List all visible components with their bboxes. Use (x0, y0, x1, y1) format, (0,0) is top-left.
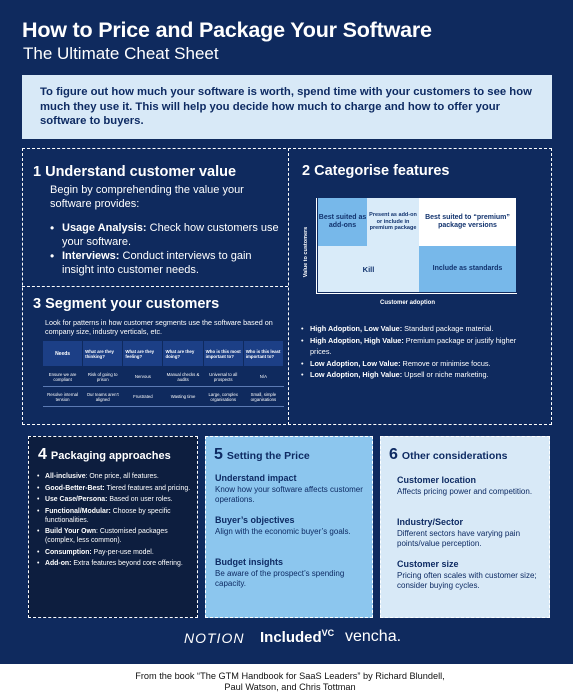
section-title-text: Packaging approaches (50, 450, 171, 462)
section-title-text: Other considerations (401, 450, 508, 462)
section6-text: Different sectors have varying pain points/value perception. (397, 529, 521, 548)
section3-body: Look for patterns in how customer segments use the software based on company size, industry verticals, etc. (45, 318, 273, 336)
section1-body: Begin by comprehending the value your software provides: (50, 184, 244, 210)
section5-text: Align with the economic buyer’s goals. (215, 527, 351, 536)
panel-vertical-divider (288, 148, 289, 425)
table-header: What are they feeling? (123, 341, 163, 367)
list-item (37, 495, 195, 504)
bullet-label: Low Adoption, Low Value: (310, 358, 401, 368)
table-header: What are they doing? (163, 341, 203, 367)
table-row (43, 367, 284, 387)
bullet-text: : Customised packages (complex, less common). (45, 528, 168, 544)
notion-logo: NOTION (184, 630, 245, 646)
table-cell: N/A (243, 367, 283, 387)
included-logo-sup: VC (321, 628, 335, 638)
section6-text: Affects pricing power and competition. (397, 487, 533, 496)
table-cell: Frustrated (123, 387, 163, 407)
list-item (50, 250, 280, 277)
list-item (301, 323, 537, 335)
bullet-label: Good-Better-Best: (45, 484, 105, 492)
list-item (37, 507, 195, 525)
section-number: 6 (389, 446, 398, 463)
bullet-text: Remove or minimise focus. (400, 358, 491, 368)
vencha-logo: vencha. (345, 628, 402, 645)
section6-heading: Customer location (397, 475, 477, 485)
section-number: 4 (38, 446, 47, 463)
section5-text: Be aware of the prospect’s spending capacity. (215, 569, 345, 588)
table-cell: Ensure we are compliant (43, 367, 83, 387)
bullet-text: : One price, all features. (85, 473, 159, 480)
included-vc-logo (260, 628, 334, 646)
table-header: Who is this least important to? (243, 341, 283, 367)
matrix-cell-top-middle: Present as add-on or include in premium package (367, 198, 419, 246)
bullet-label: Build Your Own (45, 528, 97, 535)
bullet-label: High Adoption, Low Value: (310, 324, 403, 333)
table-cell: Small, simple organisations (243, 387, 283, 407)
included-logo-text: Included (260, 629, 322, 646)
matrix-x-label: Customer adoption (380, 300, 435, 306)
table-cell: Large, complex organisations (203, 387, 243, 407)
section4-title (38, 446, 171, 464)
page-subtitle: The Ultimate Cheat Sheet (23, 44, 219, 63)
bullet-text: Pay-per-use model. (91, 548, 154, 556)
list-item (301, 358, 537, 370)
bullet-label: High Adoption, High Value: (310, 335, 404, 345)
table-header-row (43, 341, 284, 367)
section3-title: 3 Segment your customers (33, 296, 220, 312)
bullet-text: Tiered features and pricing. (104, 484, 191, 492)
section4-bullets (37, 472, 195, 571)
list-item (37, 472, 195, 481)
table-cell: Manual checks & audits (163, 367, 203, 387)
section5-title (214, 446, 310, 464)
bullet-label: All-inclusive (45, 473, 86, 480)
section1-bullets (50, 222, 280, 278)
table-header: Who is this most important to? (203, 341, 243, 367)
bullet-label: Consumption: (45, 548, 92, 556)
matrix-y-label: Value to customers (303, 226, 309, 278)
section2-bullets (301, 323, 537, 381)
matrix-axis-line-vertical (316, 198, 317, 294)
section2-title: 2 Categorise features (302, 163, 450, 179)
bullet-label: Interviews: (62, 250, 120, 262)
list-item (37, 548, 195, 557)
table-cell: Nervous (123, 367, 163, 387)
bullet-text: Based on user roles. (107, 496, 173, 503)
section6-title (389, 446, 508, 464)
section6-text: Pricing often scales with customer size; consider buying cycles. (397, 571, 537, 590)
page-title: How to Price and Package Your Software (22, 18, 432, 42)
bullet-text: Check how customers use your software. (62, 222, 279, 248)
bullet-label: Add-on: (45, 560, 72, 567)
bullet-label: Usage Analysis: (62, 222, 147, 234)
section-title-text: Setting the Price (226, 450, 310, 462)
section1-title: 1 Understand customer value (33, 164, 237, 180)
list-item (301, 335, 537, 358)
matrix-cell-bottom-left: Kill (318, 246, 419, 292)
section5-heading: Understand impact (215, 473, 297, 483)
list-item (37, 484, 195, 493)
matrix-cell-bottom-right: Include as standards (419, 246, 516, 292)
list-item (301, 369, 537, 381)
matrix-cell-top-left: Best suited as add-ons (318, 198, 367, 246)
table-header: What are they thinking? (83, 341, 123, 367)
section5-heading: Budget insights (215, 557, 283, 567)
bullet-text: Upsell or niche marketing. (402, 370, 489, 379)
section5-text: Know how your software affects customer operations. (215, 485, 363, 504)
segment-table (42, 340, 284, 407)
table-header: Needs (43, 341, 83, 367)
section5-heading: Buyer’s objectives (215, 515, 295, 525)
table-cell: Wasting time (163, 387, 203, 407)
table-cell: Universal to all prospects (203, 367, 243, 387)
bullet-label: Functional/Modular: (45, 507, 111, 515)
bullet-label: Use Case/Persona: (45, 496, 108, 503)
panel-horizontal-divider (22, 286, 288, 287)
matrix-axis-line-horizontal (316, 293, 517, 294)
bullet-text: Standard package material. (402, 324, 494, 333)
intro-box: To figure out how much your software is worth, spend time with your customers to see how much they use it. This will help you decide how much to charge and how to offer your software to buyers. (22, 75, 552, 139)
list-item (50, 222, 280, 249)
bullet-label: Low Adoption, High Value: (310, 370, 403, 379)
table-cell: Resolve internal tension (43, 387, 83, 407)
section6-heading: Customer size (397, 559, 459, 569)
table-cell: Our teams aren’t aligned (83, 387, 123, 407)
section-number: 5 (214, 446, 223, 463)
footer-credit: From the book “The GTM Handbook for SaaS Leaders” by Richard Blundell, Paul Watson, and Chris Tottman (135, 671, 445, 692)
section6-heading: Industry/Sector (397, 517, 464, 527)
bullet-text: Conduct interviews to gain insight into customer needs. (62, 250, 252, 276)
matrix-cell-top-right: Best suited to “premium” package versions (419, 198, 516, 246)
list-item (37, 527, 195, 545)
bullet-text: Extra features beyond core offering. (71, 560, 183, 567)
matrix-y-axis (296, 212, 316, 292)
list-item (37, 559, 195, 568)
table-cell: Risk of going to prison (83, 367, 123, 387)
bullet-text: Premium package or justify higher prices. (310, 335, 517, 356)
table-row (43, 387, 284, 407)
bullet-text: Choose by specific functionalities. (45, 507, 171, 524)
